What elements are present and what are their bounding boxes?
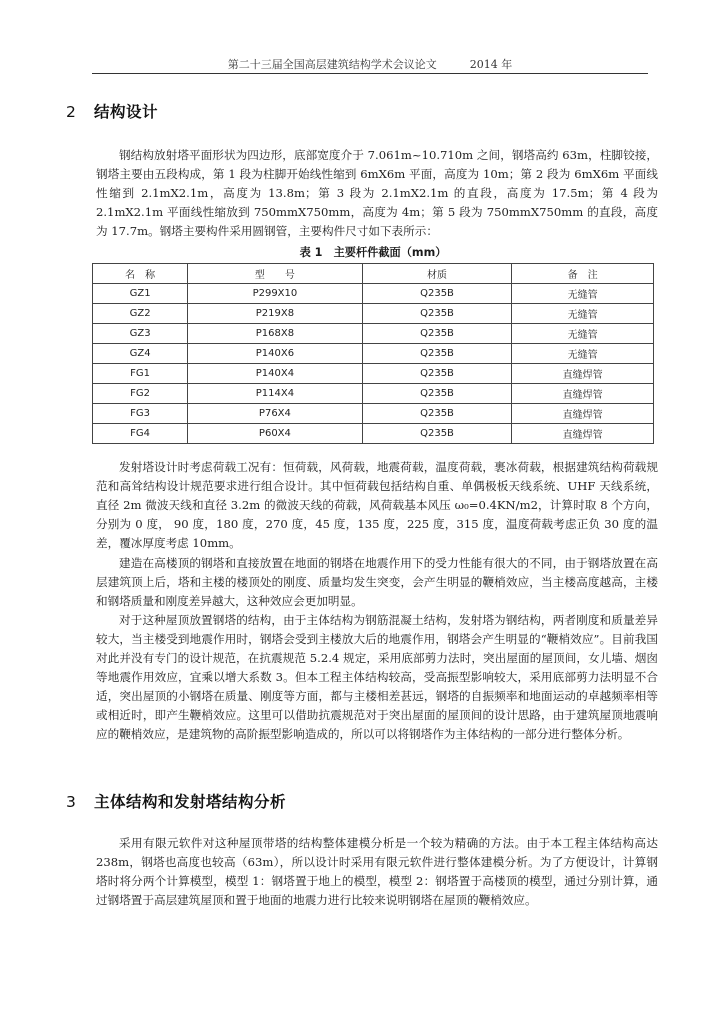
table-cell: 无缝管 <box>512 344 654 364</box>
table-cell: FG3 <box>93 404 188 424</box>
section-3-title: 主体结构和发射塔结构分析 <box>94 793 287 811</box>
table-row <box>93 304 654 324</box>
table-cell: 无缝管 <box>512 324 654 344</box>
section-3-heading <box>66 790 286 812</box>
header-rule <box>92 73 648 74</box>
table-cell: P299X10 <box>188 284 363 304</box>
table-cell: P140X4 <box>188 364 363 384</box>
table-cell: P76X4 <box>188 404 363 424</box>
table-cell: P60X4 <box>188 424 363 444</box>
table-cell: P219X8 <box>188 304 363 324</box>
section-2-heading <box>66 100 158 122</box>
table-cell: GZ3 <box>93 324 188 344</box>
table-cell: 直缝焊管 <box>512 364 654 384</box>
section-3-paragraph-1: 采用有限元软件对这种屋顶带塔的结构整体建模分析是一个较为精确的方法。由于本工程主体结构高达 238m，钢塔也高度也较高（63m），所以设计时采用有限元软件进行整体建模分析。为了方便设计，计算钢塔时将分两个计算模型，模型 1：钢塔置于地上的模型，模型 2：钢塔置于高楼顶的模型，通过分别计算，通过钢塔置于高层建筑屋顶和置于地面的地震力进行比较来说明钢塔在屋顶的鞭梢效应。 <box>96 836 658 907</box>
table-header-cell: 备 注 <box>512 264 654 284</box>
table-cell: Q235B <box>362 404 512 424</box>
table-row <box>93 324 654 344</box>
table-cell: FG1 <box>93 364 188 384</box>
table-row <box>93 424 654 444</box>
table-row <box>93 284 654 304</box>
member-section-table <box>92 263 654 444</box>
table-cell: 无缝管 <box>512 304 654 324</box>
table-cell: Q235B <box>362 304 512 324</box>
table-header-cell: 名 称 <box>93 264 188 284</box>
table-row <box>93 384 654 404</box>
table-header-cell: 型 号 <box>188 264 363 284</box>
table-cell: FG2 <box>93 384 188 404</box>
table-cell: P168X8 <box>188 324 363 344</box>
running-header: 第二十三届全国高层建筑结构学术会议论文 2014 年 <box>227 58 513 71</box>
table-cell: 无缝管 <box>512 284 654 304</box>
table-row <box>93 404 654 424</box>
section-2-paragraph-2: 发射塔设计时考虑荷载工况有：恒荷载，风荷载，地震荷载，温度荷载，裹冰荷载，根据建筑结构荷载规范和高耸结构设计规范要求进行组合设计。其中恒荷载包括结构自重、单偶极板天线系统、UHF 天线系统，直径 2m 微波天线和直径 3.2m 的微波天线的荷载，风荷载基本风压 ω₀=0.4KN/m2，计算时取 8 个方向，分别为 0 度， 90 度，180 度，270 度，45 度，135 度，225 度，315 度，温度荷载考虑正负 30 度的温差，覆冰厚度考虑 10mm。 <box>96 460 658 550</box>
section-2-paragraph-1: 钢结构放射塔平面形状为四边形，底部宽度介于 7.061m~10.710m 之间，钢塔高约 63m，柱脚铰接，钢塔主要由五段构成，第 1 段为柱脚开始线性缩到 6mX6m 平面，高度为 10m；第 2 段为 6mX6m 平面线性缩到 2.1mX2.1m，高度为 13.8m；第 3 段为 2.1mX2.1m 的直段，高度为 17.5m；第 4 段为 2.1mX2.1m 平面线性缩放到 750mmX750mm，高度为 4m；第 5 段为 750mmX750mm 的直段，高度为 17.7m。钢塔主要构件采用圆钢管，主要构件尺寸如下表所示： <box>96 148 658 238</box>
section-2-title: 结构设计 <box>94 103 159 121</box>
table-cell: 直缝焊管 <box>512 404 654 424</box>
table-cell: GZ4 <box>93 344 188 364</box>
table-cell: P140X6 <box>188 344 363 364</box>
table-cell: 直缝焊管 <box>512 424 654 444</box>
section-3-number: 3 <box>66 793 77 811</box>
table-cell: Q235B <box>362 324 512 344</box>
table-row <box>93 364 654 384</box>
section-2-paragraph-3: 建造在高楼顶的钢塔和直接放置在地面的钢塔在地震作用下的受力性能有很大的不同，由于钢塔放置在高层建筑顶上后，塔和主楼的楼顶处的刚度、质量均发生突变，会产生明显的鞭梢效应，当主楼高度越高，主楼和钢塔质量和刚度差异越大，这种效应会更加明显。 <box>96 556 658 608</box>
table-caption: 表 1 主要杆件截面（mm） <box>299 246 447 259</box>
table-header-cell: 材质 <box>362 264 512 284</box>
table-cell: Q235B <box>362 424 512 444</box>
table-cell: 直缝焊管 <box>512 384 654 404</box>
table-cell: P114X4 <box>188 384 363 404</box>
table-cell: Q235B <box>362 344 512 364</box>
table-cell: Q235B <box>362 284 512 304</box>
table-cell: Q235B <box>362 364 512 384</box>
table-cell: GZ2 <box>93 304 188 324</box>
table-cell: Q235B <box>362 384 512 404</box>
section-2-paragraph-4: 对于这种屋顶放置钢塔的结构，由于主体结构为钢筋混凝土结构，发射塔为钢结构，两者刚度和质量差异较大，当主楼受到地震作用时，钢塔会受到主楼放大后的地震作用，钢塔会产生明显的“鞭梢效应”。目前我国对此并没有专门的设计规范，在抗震规范 5.2.4 规定，采用底部剪力法时，突出屋面的屋顶间，女儿墙、烟囱等地震作用效应，宜乘以增大系数 3。但本工程主体结构较高，受高振型影响较大，采用底部剪力法明显不合适，突出屋顶的小钢塔在质量、刚度等方面，都与主楼相差甚远，钢塔的自振频率和地面运动的卓越频率相等或相近时，即产生鞭梢效应。这里可以借助抗震规范对于突出屋面的屋顶间的设计思路，由于建筑屋顶地震响应的鞭梢效应，是建筑物的高阶振型影响造成的，所以可以将钢塔作为主体结构的一部分进行整体分析。 <box>96 613 658 741</box>
table-row <box>93 344 654 364</box>
table-header-row <box>93 264 654 284</box>
table-cell: FG4 <box>93 424 188 444</box>
table-cell: GZ1 <box>93 284 188 304</box>
section-2-number: 2 <box>66 103 77 121</box>
